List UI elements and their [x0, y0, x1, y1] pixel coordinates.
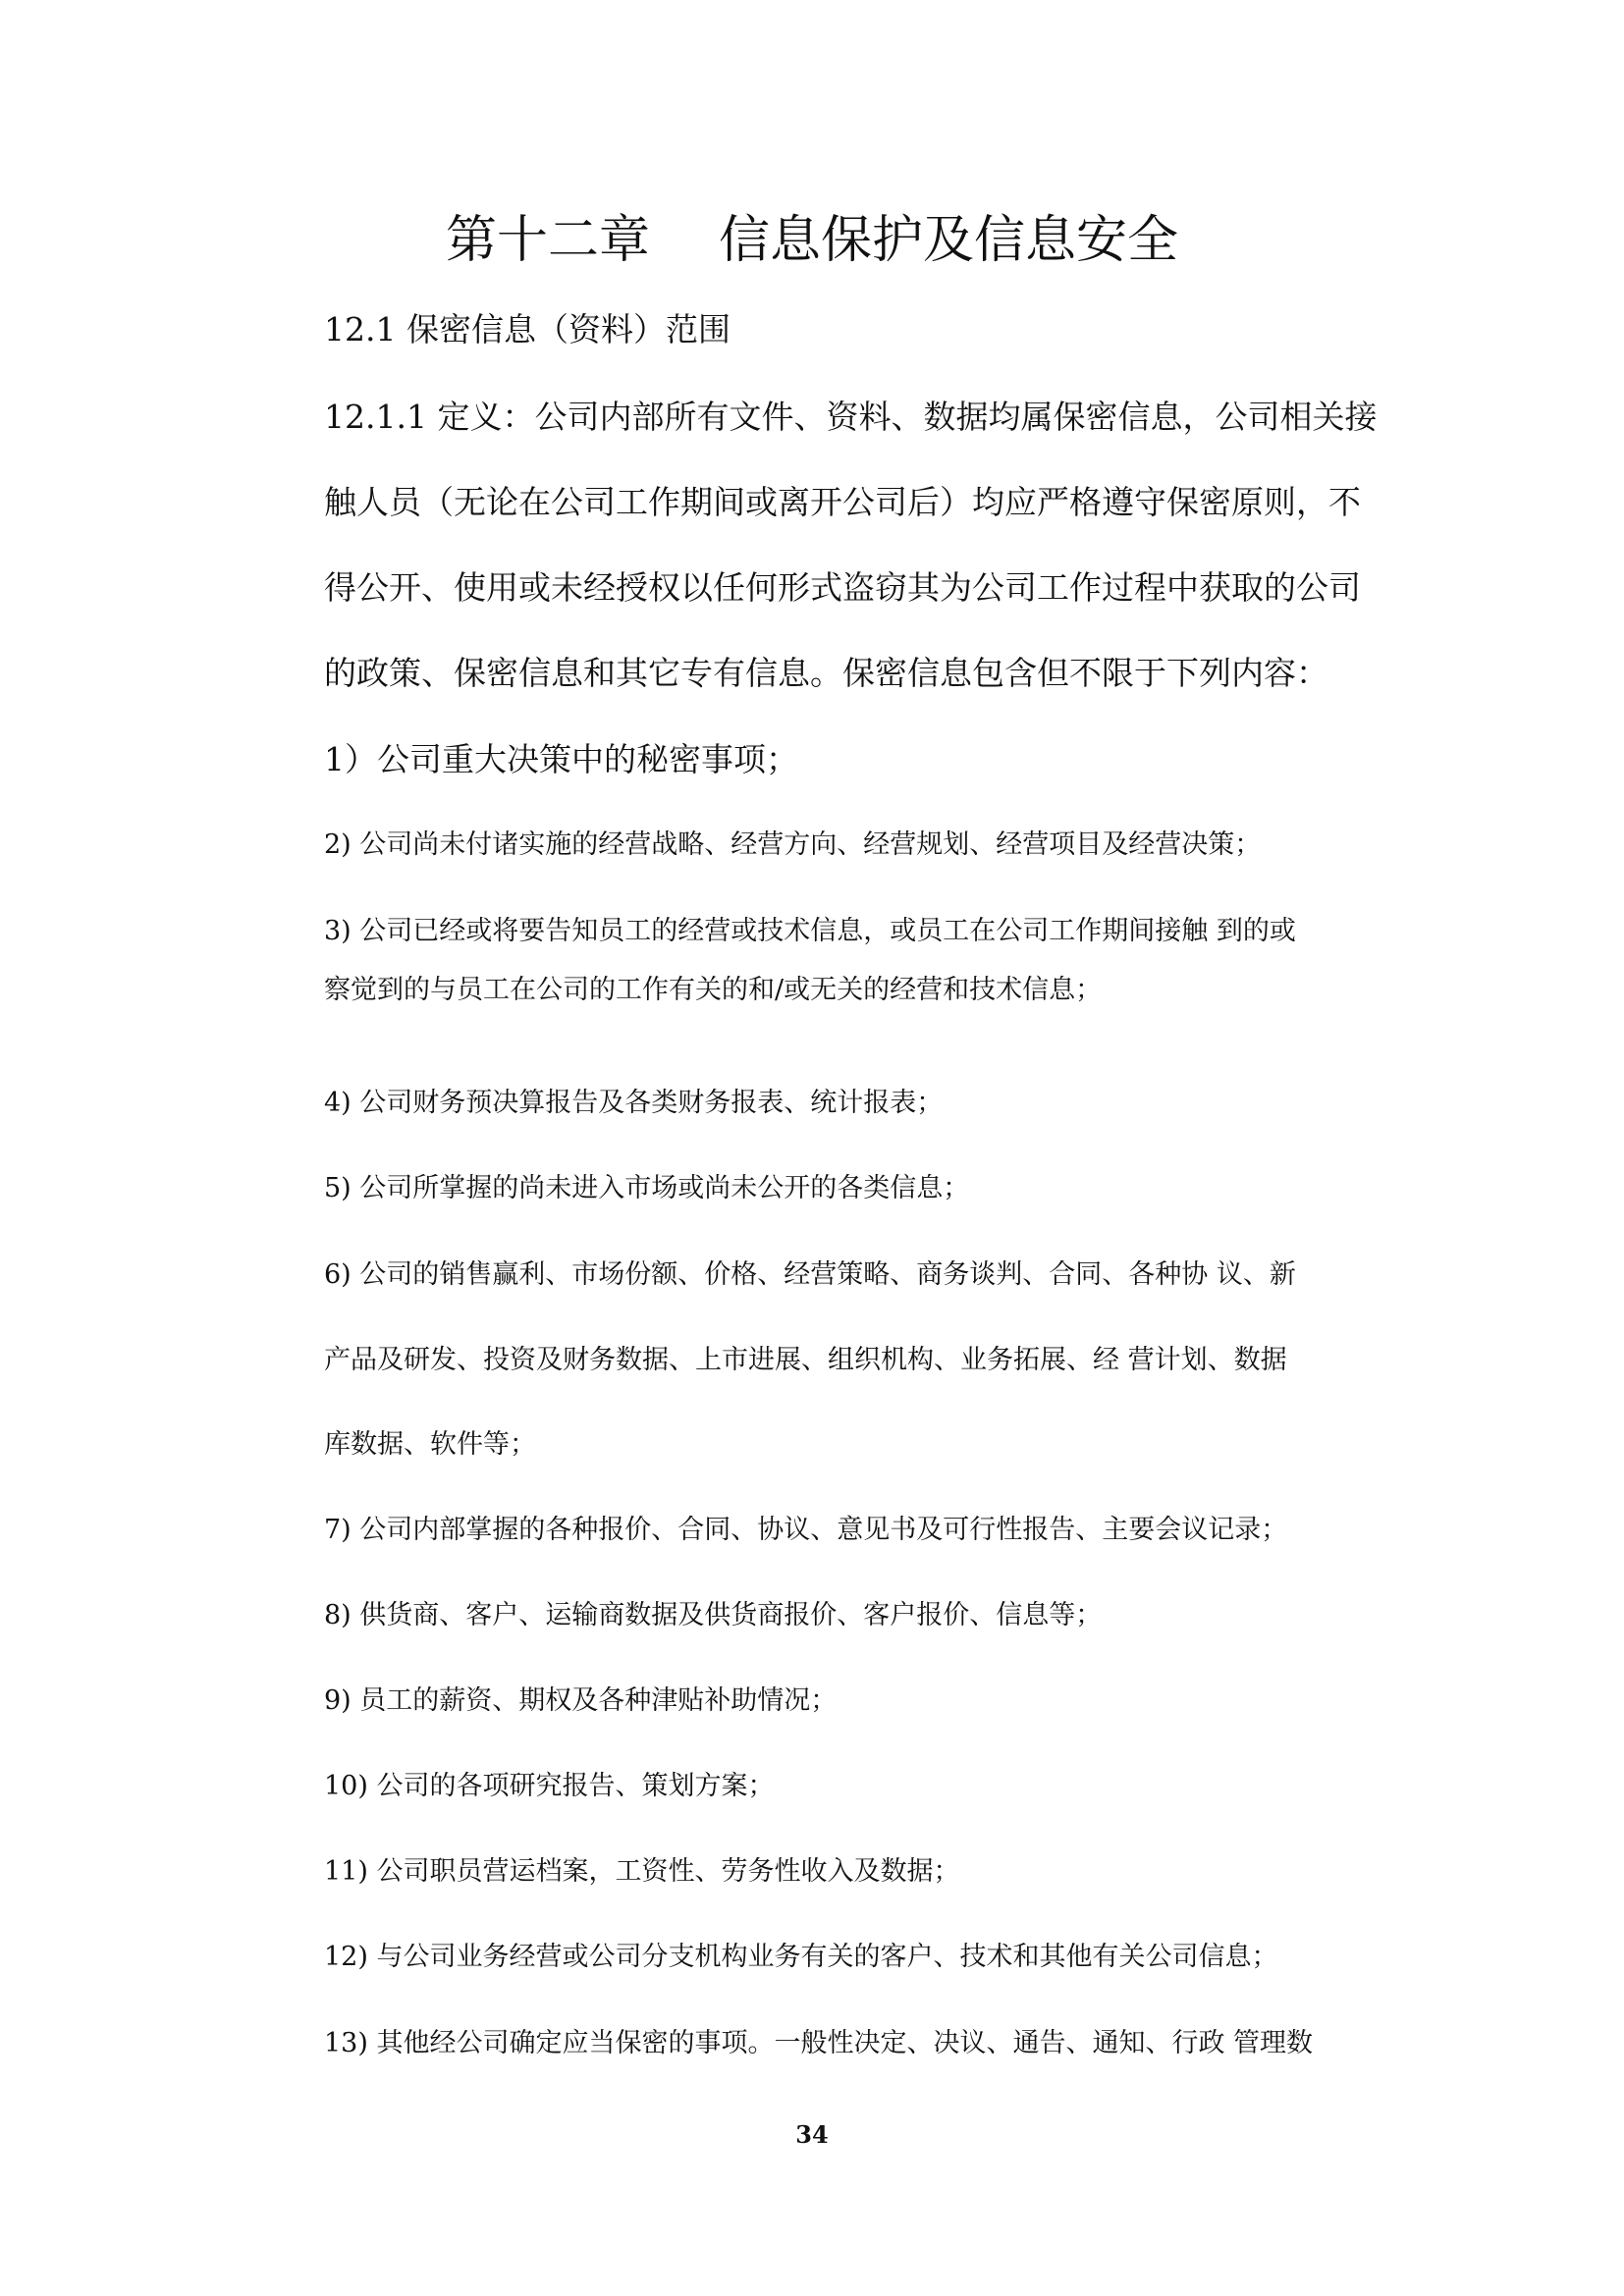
list-item: 3) 公司已经或将要告知员工的经营或技术信息，或员工在公司工作期间接触 到的或 — [324, 916, 1296, 946]
definition-line: 12.1.1 定义：公司内部所有文件、资料、数据均属保密信息，公司相关接 — [324, 398, 1378, 436]
list-item: 12) 与公司业务经营或公司分支机构业务有关的客户、技术和其他有关公司信息； — [324, 1942, 1278, 1972]
definition-line: 触人员（无论在公司工作期间或离开公司后）均应严格遵守保密原则，不 — [324, 483, 1361, 521]
list-item: 2) 公司尚未付诸实施的经营战略、经营方向、经营规划、经营项目及经营决策； — [324, 829, 1262, 860]
list-item: 5) 公司所掌握的尚未进入市场或尚未公开的各类信息； — [324, 1173, 970, 1203]
list-item: 13) 其他经公司确定应当保密的事项。一般性决定、决议、通告、通知、行政 管理数 — [324, 2028, 1314, 2058]
list-item: 库数据、软件等； — [324, 1429, 536, 1460]
list-item: 产品及研发、投资及财务数据、上市进展、组织机构、业务拓展、经 营计划、数据 — [324, 1345, 1287, 1375]
list-item: 4) 公司财务预决算报告及各类财务报表、统计报表； — [324, 1088, 944, 1118]
list-item: 11) 公司职员营运档案，工资性、劳务性收入及数据； — [324, 1856, 960, 1887]
definition-line: 的政策、保密信息和其它专有信息。保密信息包含但不限于下列内容： — [324, 654, 1328, 692]
chapter-title — [0, 208, 1624, 273]
chapter-number: 第十二章 — [445, 211, 650, 270]
list-item: 8) 供货商、客户、运输商数据及供货商报价、客户报价、信息等； — [324, 1600, 1103, 1630]
list-item: 9) 员工的薪资、期权及各种津贴补助情况； — [324, 1685, 838, 1716]
list-item: 察觉到的与员工在公司的工作有关的和/或无关的经营和技术信息； — [324, 975, 1103, 1005]
definition-line: 得公开、使用或未经授权以任何形式盗窃其为公司工作过程中获取的公司 — [324, 568, 1361, 607]
list-item: 7) 公司内部掌握的各种报价、合同、协议、意见书及可行性报告、主要会议记录； — [324, 1515, 1288, 1545]
list-item: 6) 公司的销售赢利、市场份额、价格、经营策略、商务谈判、合同、各种协 议、新 — [324, 1259, 1296, 1290]
chapter-name: 信息保护及信息安全 — [719, 211, 1179, 270]
list-item: 1）公司重大决策中的秘密事项； — [324, 740, 798, 778]
list-item: 10) 公司的各项研究报告、策划方案； — [324, 1771, 775, 1801]
page-number: 34 — [795, 2120, 829, 2149]
section-heading: 12.1 保密信息（资料）范围 — [324, 310, 731, 348]
